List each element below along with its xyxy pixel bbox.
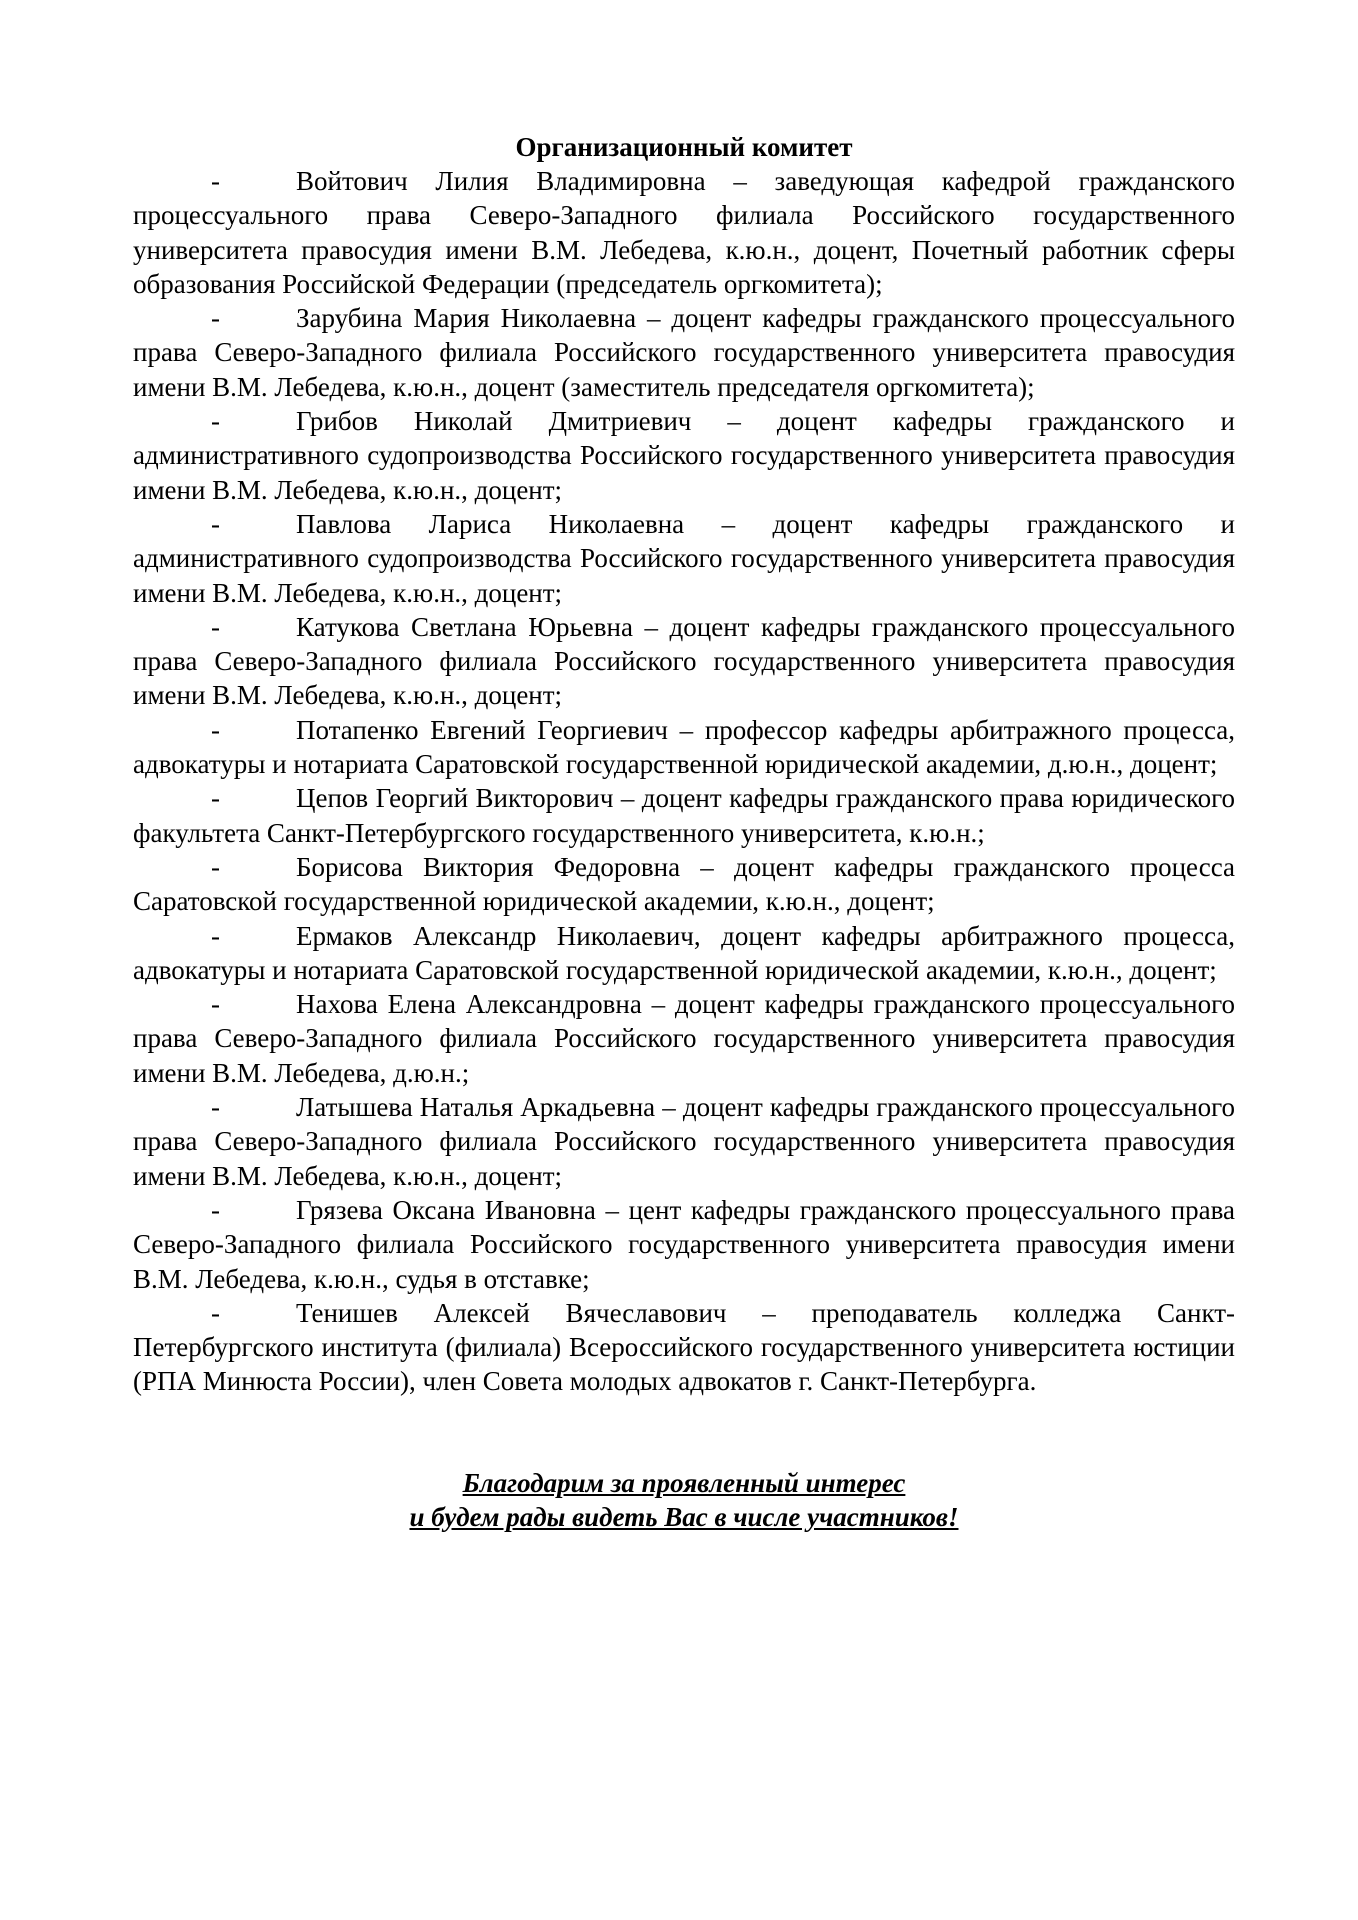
dash-marker: - — [211, 1194, 220, 1225]
committee-member — [133, 781, 1235, 850]
committee-member — [133, 919, 1235, 988]
dash-marker: - — [211, 851, 220, 882]
member-text: Нахова Елена Александровна – доцент кафедры гражданского процессуального права Северо-Западного филиала Российского государственного университета правосудия имени В.М. Лебедева, д.ю.н.; — [133, 989, 1235, 1088]
dash-marker: - — [211, 406, 220, 437]
member-text: Зарубина Мария Николаевна – доцент кафедры гражданского процессуального права Северо-Западного филиала Российского государственного университета правосудия имени В.М. Лебедева, к.ю.н., доцент (заместитель председателя оргкомитета); — [133, 303, 1235, 402]
committee-member — [133, 610, 1235, 713]
dash-marker: - — [211, 1297, 220, 1328]
dash-marker: - — [211, 611, 220, 642]
committee-member — [133, 713, 1235, 782]
member-text: Войтович Лилия Владимировна – заведующая кафедрой гражданского процессуального права Северо-Западного филиала Российского государственного университета правосудия имени В.М. Лебедева, к.ю.н., доцент, Почетный работник сферы образования Российской Федерации (председатель оргкомитета); — [133, 166, 1235, 299]
closing-line-1: Благодарим за проявленный интерес — [462, 1467, 906, 1498]
dash-marker: - — [211, 714, 220, 745]
member-text: Потапенко Евгений Георгиевич – профессор кафедры арбитражного процесса, адвокатуры и нотариата Саратовской государственной юридической академии, д.ю.н., доцент; — [133, 714, 1235, 780]
dash-marker: - — [211, 166, 220, 196]
member-text: Грязева Оксана Ивановна – цент кафедры гражданского процессуального права Северо-Западного филиала Российского государственного университета правосудия имени В.М. Лебедева, к.ю.н., судья в отставке; — [133, 1194, 1235, 1294]
committee-member — [133, 301, 1235, 404]
committee-members-list — [133, 164, 1235, 1399]
member-text: Цепов Георгий Викторович – доцент кафедры гражданского права юридического факультета Санкт-Петербургского государственного университета, к.ю.н.; — [133, 783, 1235, 848]
committee-member — [133, 404, 1235, 507]
dash-marker: - — [211, 1092, 220, 1123]
member-text: Латышева Наталья Аркадьевна – доцент кафедры гражданского процессуального права Северо-Западного филиала Российского государственного университета правосудия имени В.М. Лебедева, к.ю.н., доцент; — [133, 1092, 1235, 1191]
member-text: Борисова Виктория Федоровна – доцент кафедры гражданского процесса Саратовской государственной юридической академии, к.ю.н., доцент; — [133, 851, 1235, 917]
committee-member — [133, 987, 1235, 1090]
member-text: Ермаков Александр Николаевич, доцент кафедры арбитражного процесса, адвокатуры и нотариата Саратовской государственной юридической академии, к.ю.н., доцент; — [133, 920, 1235, 985]
member-text: Тенишев Алексей Вячеславович – преподаватель колледжа Санкт-Петербургского института (филиала) Всероссийского государственного университета юстиции (РПА Минюста России), член Совета молодых адвокатов г. Санкт-Петербурга. — [133, 1297, 1235, 1397]
committee-member — [133, 1296, 1235, 1399]
dash-marker: - — [211, 920, 220, 951]
committee-title: Организационный комитет — [515, 132, 853, 162]
dash-marker: - — [211, 989, 220, 1020]
dash-marker: - — [211, 303, 220, 334]
committee-member — [133, 850, 1235, 919]
committee-member — [133, 1090, 1235, 1193]
committee-member — [133, 164, 1235, 301]
document-page — [133, 130, 1235, 1534]
member-text: Грибов Николай Дмитриевич – доцент кафедры гражданского и административного судопроизводства Российского государственного университета правосудия имени В.М. Лебедева, к.ю.н., доцент; — [133, 406, 1235, 505]
member-text: Павлова Лариса Николаевна – доцент кафедры гражданского и административного судопроизводства Российского государственного университета правосудия имени В.М. Лебедева, к.ю.н., доцент; — [133, 508, 1235, 608]
dash-marker: - — [211, 508, 220, 539]
committee-member — [133, 507, 1235, 610]
closing-message — [133, 1466, 1235, 1534]
member-text: Катукова Светлана Юрьевна – доцент кафедры гражданского процессуального права Северо-Западного филиала Российского государственного университета правосудия имени В.М. Лебедева, к.ю.н., доцент; — [133, 611, 1235, 711]
committee-member — [133, 1193, 1235, 1296]
dash-marker: - — [211, 783, 220, 814]
closing-line-2: и будем рады видеть Вас в числе участников! — [409, 1501, 959, 1532]
